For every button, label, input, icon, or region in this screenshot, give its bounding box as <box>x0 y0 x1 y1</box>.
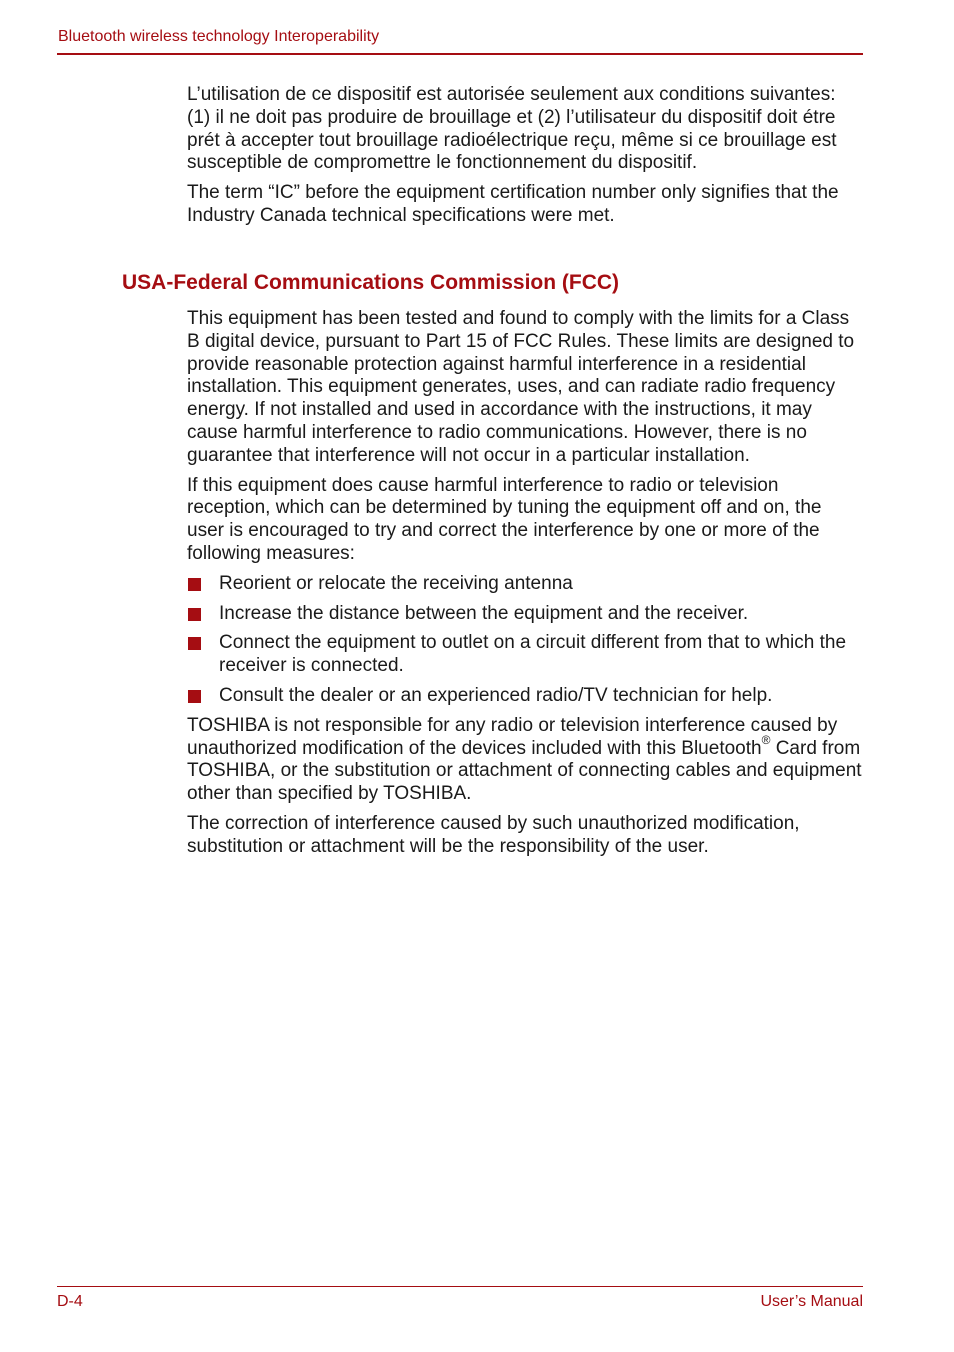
square-bullet-icon <box>188 690 201 703</box>
running-header-title: Bluetooth wireless technology Interoperability <box>58 28 380 45</box>
measures-list <box>187 573 863 708</box>
footer-rule <box>57 1286 863 1287</box>
list-item <box>187 573 863 596</box>
fcc-section <box>187 308 863 866</box>
manual-title: User’s Manual <box>760 1293 863 1310</box>
list-item-text: Consult the dealer or an experienced radio/TV technician for help. <box>219 684 773 706</box>
intro-paragraph-french: L’utilisation de ce dispositif est autorisée seulement aux conditions suivantes: (1) il ne doit pas produire de brouillage et (2) l’utilisateur du dispositif doit étre prét à accepter tout brouillage radioélectrique reçu, même si ce brouillage est susceptible de compromettre le fonctionnement du dispositif. <box>187 84 837 174</box>
list-item-text: Increase the distance between the equipment and the receiver. <box>219 602 749 624</box>
square-bullet-icon <box>188 608 201 621</box>
list-item-text: Connect the equipment to outlet on a circuit different from that to which the receiver is connected. <box>219 632 847 677</box>
intro-paragraph-ic: The term “IC” before the equipment certification number only signifies that the Industry Canada technical specifications were met. <box>187 182 839 226</box>
intro-section <box>187 84 863 235</box>
list-item <box>187 685 863 708</box>
list-item <box>187 632 863 678</box>
list-item-text: Reorient or relocate the receiving antenna <box>219 572 573 594</box>
header-rule <box>57 53 863 55</box>
responsibility-paragraph: The correction of interference caused by such unauthorized modification, substitution or attachment will be the responsibility of the user. <box>187 812 800 857</box>
square-bullet-icon <box>188 578 201 591</box>
fcc-paragraph-compliance: This equipment has been tested and found to comply with the limits for a Class B digital device, pursuant to Part 15 of FCC Rules. These limits are designed to provide reasonable protection against harmful interference in a residential installation. This equipment generates, uses, and can radiate radio frequency energy. If not installed and used in accordance with the instructions, it may cause harmful interference to radio communications. However, there is no guarantee that interference will not occur in a particular installation. <box>187 308 855 466</box>
page-number: D-4 <box>57 1293 83 1310</box>
toshiba-disclaimer-paragraph <box>187 715 863 806</box>
list-item <box>187 603 863 626</box>
fcc-paragraph-measures-intro: If this equipment does cause harmful interference to radio or television reception, which can be determined by tuning the equipment off and on, the user is encouraged to try and correct the interference by one or more of the following measures: <box>187 474 822 564</box>
toshiba-disclaimer-text-cont: Card from TOSHIBA, or the substitution or attachment of connecting cables and equipment other than specified by TOSHIBA. <box>187 737 862 805</box>
registered-trademark-mark: ® <box>761 733 771 748</box>
toshiba-disclaimer-text: TOSHIBA is not responsible for any radio or television interference caused by unauthorized modification of the devices included with this Bluetooth <box>187 714 838 759</box>
section-heading-fcc: USA-Federal Communications Commission (FCC) <box>122 271 620 294</box>
square-bullet-icon <box>188 637 201 650</box>
